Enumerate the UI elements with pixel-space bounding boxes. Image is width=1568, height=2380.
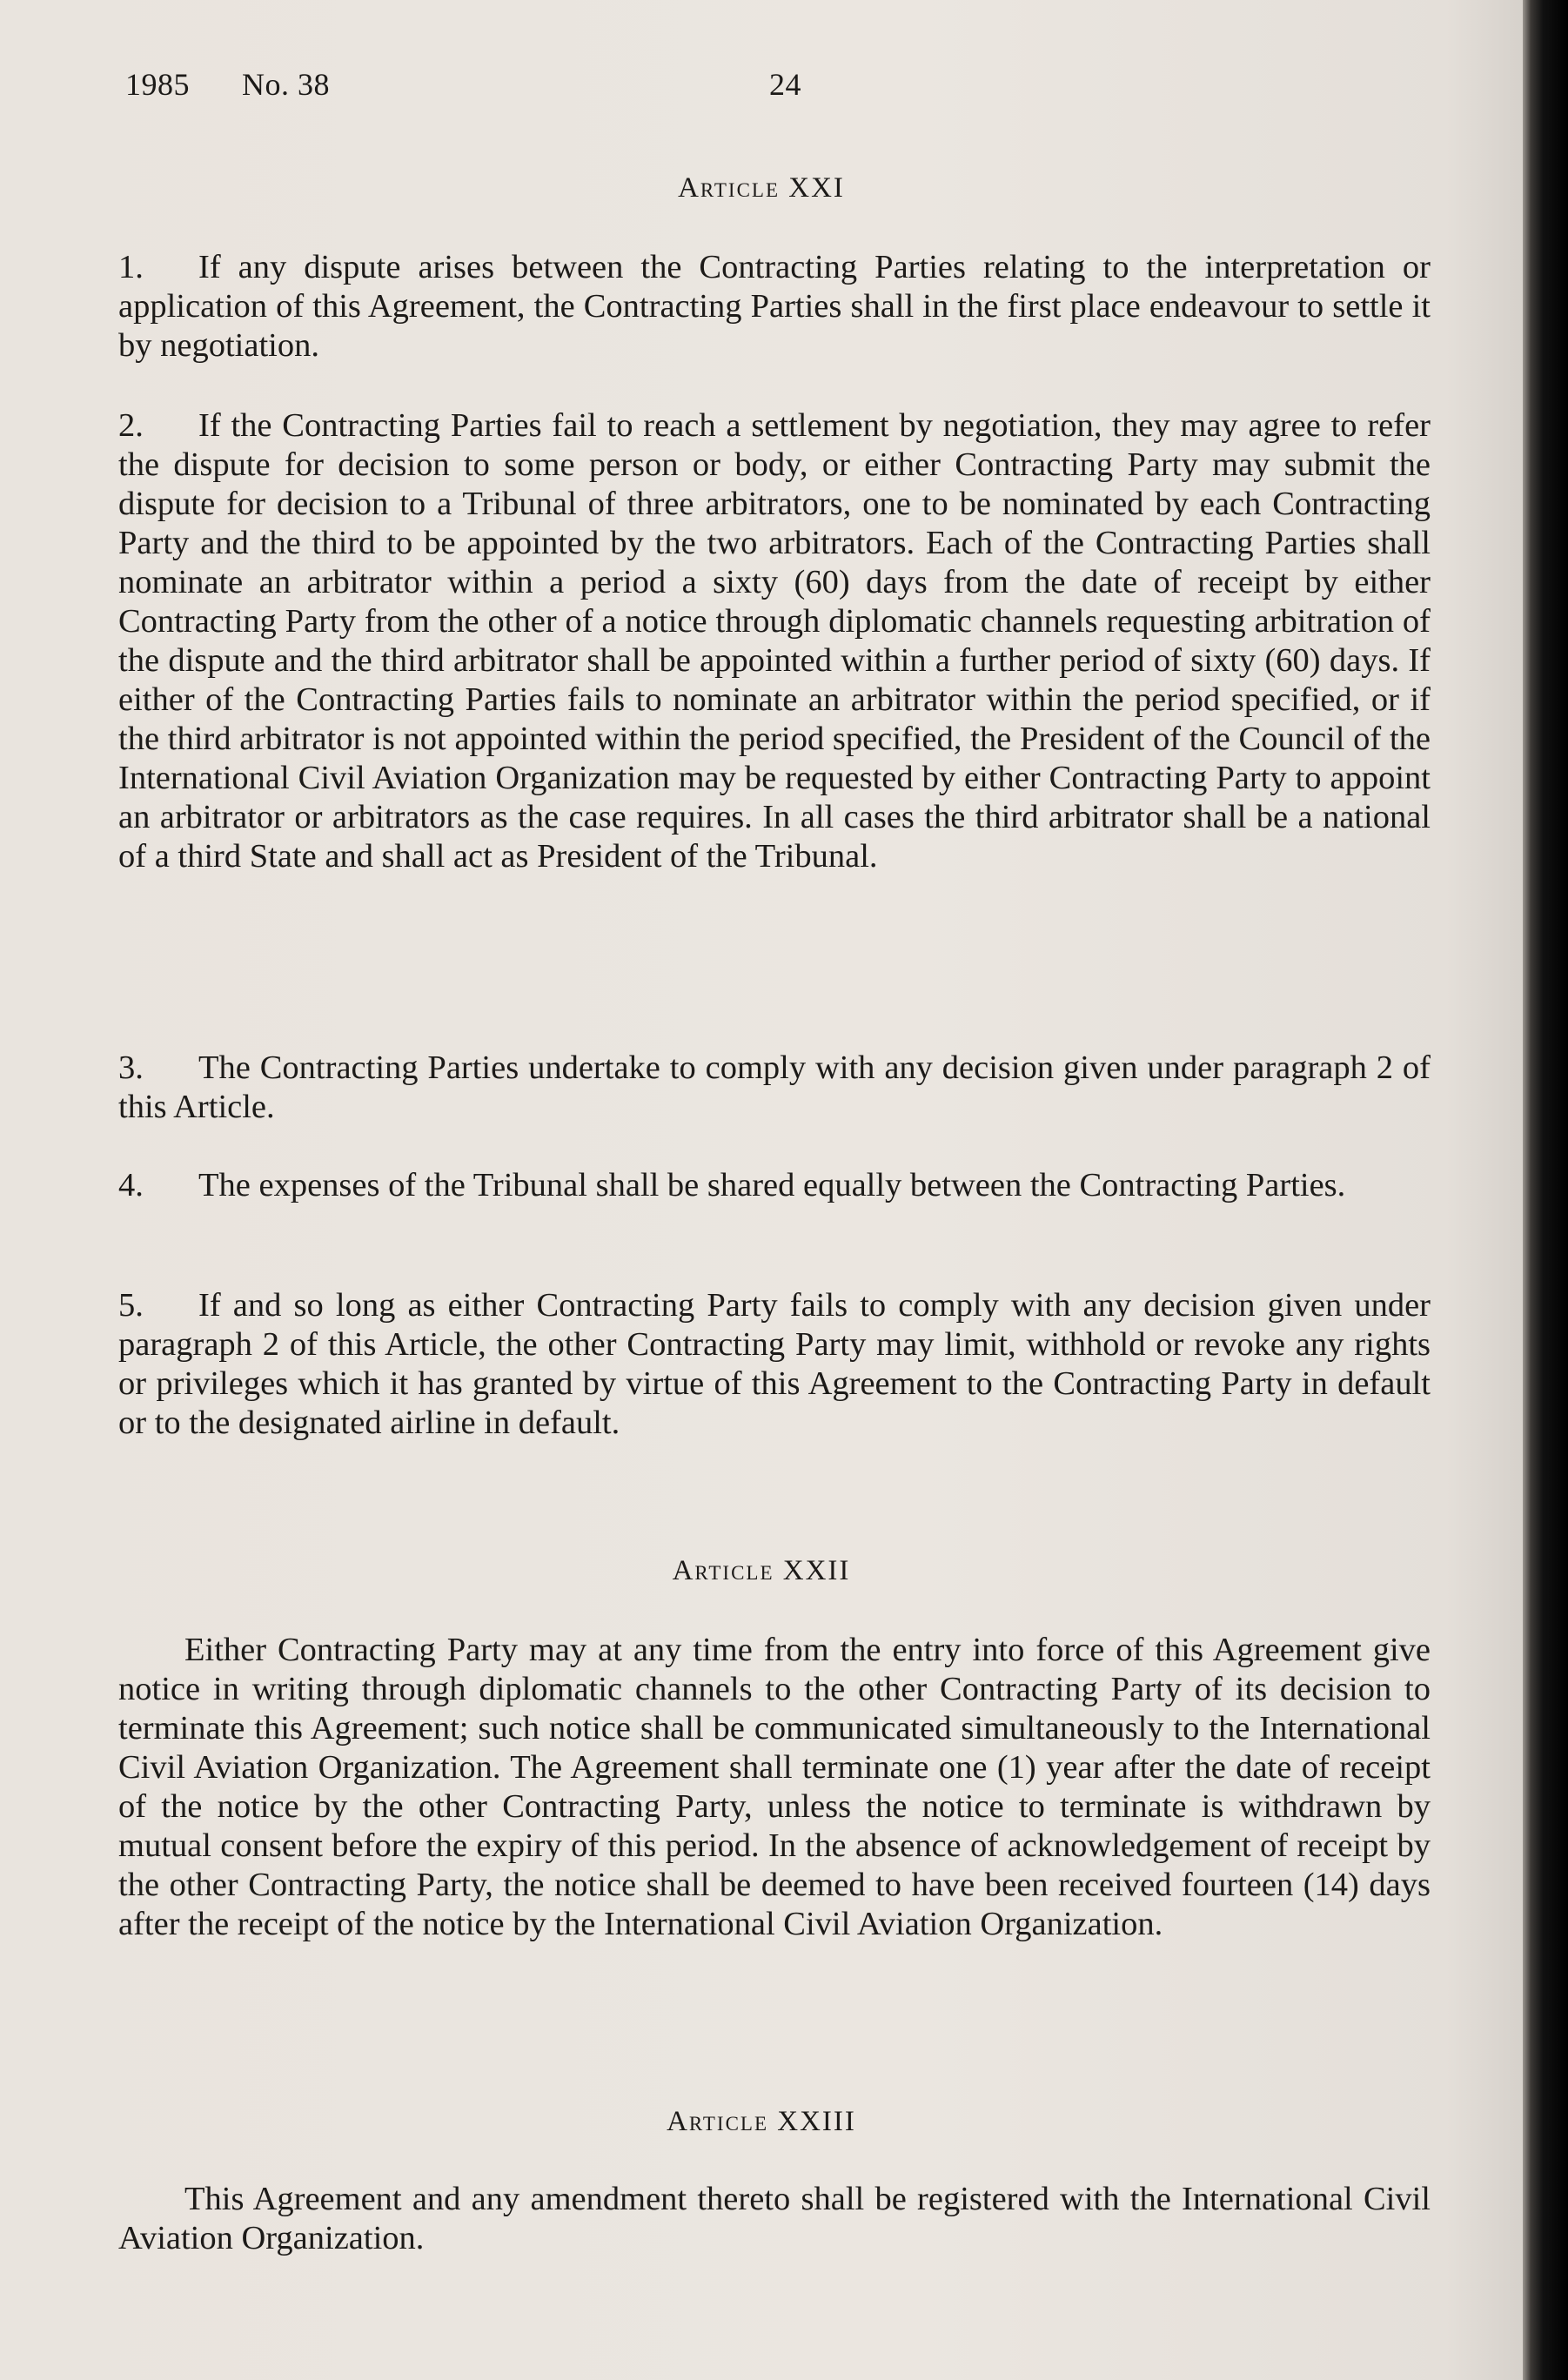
paragraph-text: If any dispute arises between the Contracting Parties relating to the interpretation or application of this Agreement, the Contracting Parties shall in the first place endeavour to settle it by negotiation. [118,249,1431,364]
paragraph-number: 3. [118,1049,144,1086]
article-xxi-heading: Article XXI [678,172,845,204]
paragraph-text: The Contracting Parties undertake to comply with any decision given under paragraph 2 of this Article. [118,1049,1431,1125]
article-xxiii-paragraph: This Agreement and any amendment thereto shall be registered with the International Civil Aviation Organization. [118,2181,1431,2256]
article-xxi-paragraph-4 [118,1166,1431,1205]
article-xxiii-heading: Article XXIII [667,2106,856,2137]
article-xxi-paragraph-1 [118,248,1431,365]
article-xxii-heading: Article XXII [672,1555,851,1586]
paragraph-text: If the Contracting Parties fail to reach a settlement by negotiation, they may agree to refer the dispute for decision to some person or body, or either Contracting Party may submit the dispute for decision to a Tribunal of three arbitrators, one to be nominated by each Contracting Party and the third to be appointed by the two arbitrators. Each of the Contracting Parties shall nominate an arbitrator within a period a sixty (60) days from the date of receipt by either Contracting Party from the other of a notice through diplomatic channels requesting arbitration of the dispute and the third arbitrator shall be appointed within a further period of sixty (60) days. If either of the Contracting Parties fails to nominate an arbitrator within the period specified, or if the third arbitrator is not appointed within the period specified, the President of the Council of the International Civil Aviation Organization may be requested by either Contracting Party to appoint an arbitrator or arbitrators as the case requires. In all cases the third arbitrator shall be a national of a third State and shall act as President of the Tribunal. [118,407,1431,875]
paragraph-text: The expenses of the Tribunal shall be shared equally between the Contracting Parties. [198,1167,1346,1203]
paragraph-number: 1. [118,249,144,285]
book-spine-edge [1523,0,1568,2380]
paragraph-number: 5. [118,1287,144,1324]
article-xxii-paragraph: Either Contracting Party may at any time from the entry into force of this Agreement give notice in writing through diplomatic channels to the other Contracting Party of its decision to terminate this Agreement; such notice shall be communicated simultaneously to the International Civil Aviation Organization. The Agreement shall terminate one (1) year after the date of receipt of the notice by the other Contracting Party, unless the notice to terminate is withdrawn by mutual consent before the expiry of this period. In the absence of acknowledgement of receipt by the other Contracting Party, the notice shall be deemed to have been received fourteen (14) days after the receipt of the notice by the International Civil Aviation Organization. [118,1632,1431,1942]
header-year: 1985 [125,67,190,102]
article-xxi-paragraph-2 [118,406,1431,876]
article-xxi-paragraph-3 [118,1049,1431,1127]
paragraph-number: 2. [118,407,144,444]
page-number: 24 [769,67,801,102]
header-number: No. 38 [242,67,330,102]
paragraph-text: If and so long as either Contracting Party fails to comply with any decision given under paragraph 2 of this Article, the other Contracting Party may limit, withhold or revoke any rights or privileges which it has granted by virtue of this Agreement to the Contracting Party in default or to the designated airline in default. [118,1287,1431,1441]
article-xxi-paragraph-5 [118,1286,1431,1443]
paragraph-number: 4. [118,1167,144,1203]
